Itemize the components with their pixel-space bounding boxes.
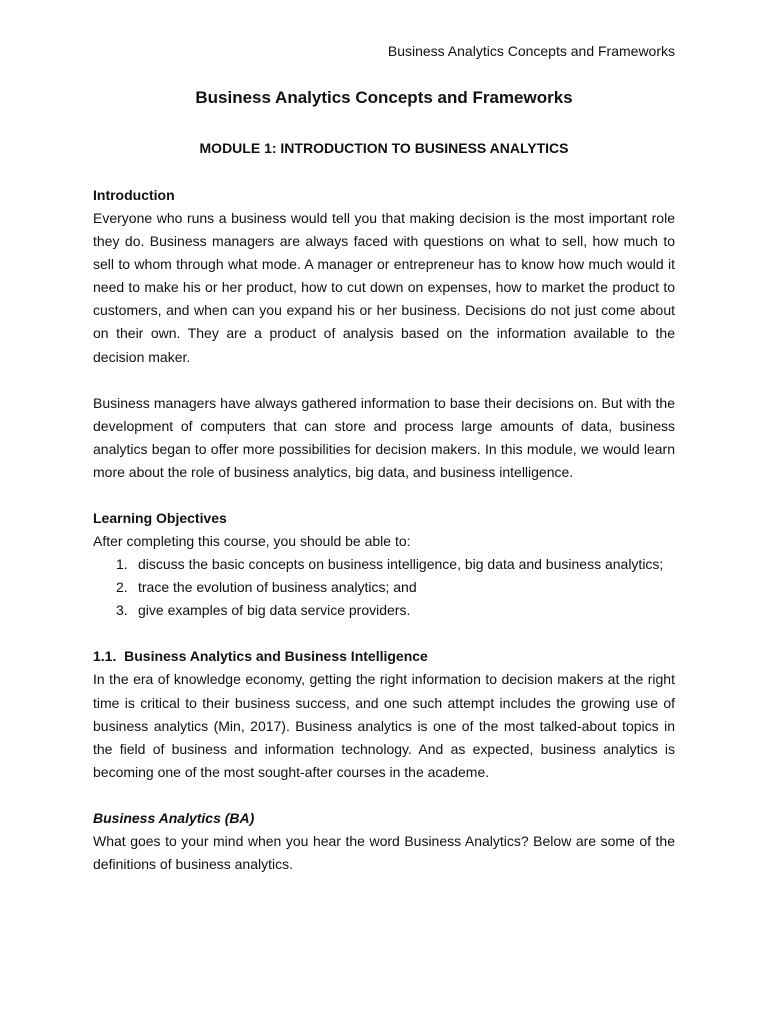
paragraph-gap (93, 369, 675, 392)
document-title: Business Analytics Concepts and Frameworks (195, 88, 573, 107)
introduction-paragraph-1: Everyone who runs a business would tell you that making decision is the most important role they do. Business managers are always faced with questions on what to sell, how much to sell to whom through what mode. A manager or entrepreneur has to know how much would it need to make his or her product, how to cut down on expenses, how to market the product to customers, and when can you expand his or her business. Decisions do not just come about on their own. They are a product of analysis based on the information available to the decision maker. (93, 210, 675, 365)
objectives-list (93, 553, 675, 622)
objective-number: 1. (116, 556, 128, 573)
paragraph-gap (93, 484, 675, 507)
running-header: Business Analytics Concepts and Frameworks (387, 43, 675, 59)
section-1-1-paragraph: In the era of knowledge economy, getting the right information to decision makers at the right time is critical to their business success, and one such attempt includes the growing use of business analytics (Min, 2017). Business analytics is one of the most talked-about topics in the field of business and information technology. And as expected, business analytics is becoming one of the most sought-after courses in the academe. (93, 671, 675, 780)
learning-objectives-intro: After completing this course, you should be able to: (93, 533, 411, 550)
section-1-1-heading: 1.1. Business Analytics and Business Intelligence (93, 648, 428, 665)
module-title: MODULE 1: INTRODUCTION TO BUSINESS ANALYTICS (199, 140, 569, 156)
objective-number: 3. (116, 602, 128, 619)
objective-item (93, 599, 675, 622)
business-analytics-heading: Business Analytics (BA) (93, 809, 255, 826)
objective-text: give examples of big data service providers. (138, 602, 411, 619)
objective-text: trace the evolution of business analytics; and (138, 579, 417, 596)
objective-item (93, 553, 675, 576)
paragraph-gap (93, 784, 675, 807)
document-body (93, 184, 675, 876)
business-analytics-paragraph: What goes to your mind when you hear the word Business Analytics? Below are some of the definitions of business analytics. (93, 832, 675, 872)
learning-objectives-heading: Learning Objectives (93, 510, 227, 527)
objective-number: 2. (116, 579, 128, 596)
paragraph-gap (93, 622, 675, 645)
introduction-paragraph-2: Business managers have always gathered information to base their decisions on. But with the development of computers that can store and process large amounts of data, business analytics began to offer more possibilities for decision makers. In this module, we would learn more about the role of business analytics, big data, and business intelligence. (93, 394, 675, 480)
objective-text: discuss the basic concepts on business intelligence, big data and business analytics; (138, 556, 664, 573)
introduction-heading: Introduction (93, 187, 175, 203)
objective-item (93, 576, 675, 599)
